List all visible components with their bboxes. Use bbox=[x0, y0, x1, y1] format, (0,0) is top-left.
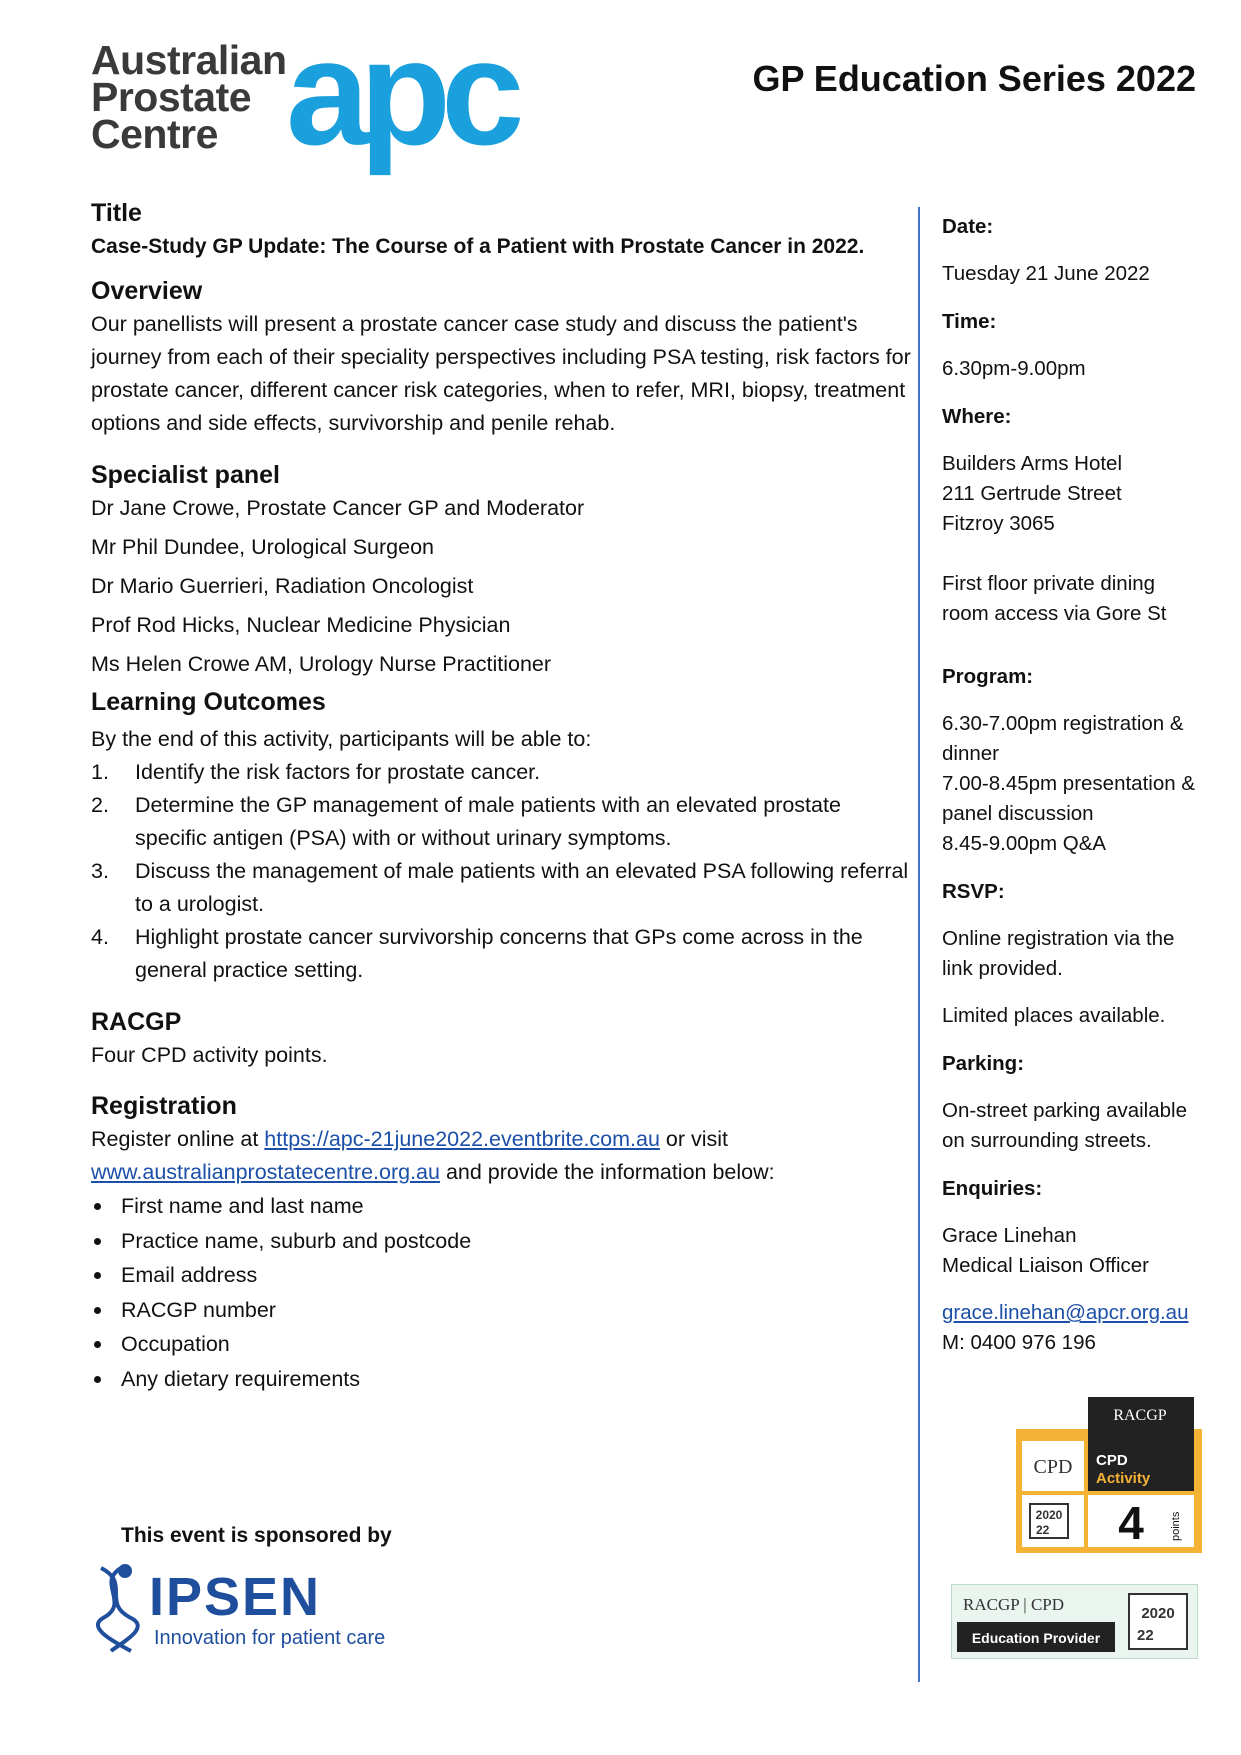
list-item: First name and last name bbox=[91, 1189, 911, 1224]
contact-role: Medical Liaison Officer bbox=[942, 1254, 1149, 1277]
rsvp-note: Limited places available. bbox=[942, 1004, 1166, 1027]
panel-member: Mr Phil Dundee, Urological Surgeon bbox=[91, 535, 434, 559]
sponsor-label: This event is sponsored by bbox=[121, 1524, 392, 1547]
enquiries-label: Enquiries: bbox=[942, 1177, 1043, 1200]
rsvp-line: link provided. bbox=[942, 957, 1063, 980]
list-text: Discuss the management of male patients with an elevated PSA following referral to a urologist. bbox=[135, 859, 909, 916]
panel-member: Ms Helen Crowe AM, Urology Nurse Practitioner bbox=[91, 652, 552, 676]
racgp-heading: RACGP bbox=[91, 1008, 182, 1036]
registration-prefix: Register online at bbox=[91, 1127, 265, 1151]
list-item: Any dietary requirements bbox=[91, 1362, 911, 1397]
column-divider bbox=[918, 207, 920, 1682]
parking-line: on surrounding streets. bbox=[942, 1129, 1152, 1152]
rsvp-label: RSVP: bbox=[942, 880, 1005, 903]
badge-cpd-text: CPD bbox=[1033, 1456, 1073, 1478]
where-address bbox=[942, 449, 1232, 539]
ipsen-name: IPSEN bbox=[149, 1567, 322, 1627]
program-line: dinner bbox=[942, 742, 999, 765]
program-list bbox=[942, 709, 1232, 859]
contact-phone: M: 0400 976 196 bbox=[942, 1331, 1096, 1354]
event-details-sidebar bbox=[942, 212, 1232, 1358]
list-item: Practice name, suburb and postcode bbox=[91, 1224, 911, 1259]
registration-middle: or visit bbox=[659, 1127, 729, 1151]
contact-name: Grace Linehan bbox=[942, 1224, 1077, 1247]
panel-list bbox=[91, 492, 911, 681]
registration-heading: Registration bbox=[91, 1092, 237, 1120]
title-heading: Title bbox=[91, 199, 142, 227]
parking-text bbox=[942, 1096, 1232, 1156]
overview-heading: Overview bbox=[91, 277, 203, 305]
contact-email-link[interactable]: grace.linehan@apcr.org.au bbox=[942, 1301, 1189, 1324]
program-line: 7.00-8.45pm presentation & bbox=[942, 772, 1195, 795]
list-number: 4. bbox=[91, 925, 109, 949]
provider-text: Education Provider bbox=[971, 1630, 1101, 1646]
racgp-cpd-activity-badge bbox=[1016, 1397, 1202, 1553]
logo-line-1: Australian bbox=[91, 37, 287, 83]
registration-list bbox=[91, 1189, 911, 1396]
panel-member: Dr Mario Guerrieri, Radiation Oncologist bbox=[91, 574, 474, 598]
program-line: 8.45-9.00pm Q&A bbox=[942, 832, 1107, 855]
list-number: 2. bbox=[91, 793, 109, 817]
apc-logo-letters: apc bbox=[286, 36, 515, 176]
registration-suffix: and provide the information below: bbox=[439, 1160, 775, 1184]
outcomes-list bbox=[91, 756, 911, 987]
list-item bbox=[91, 789, 911, 855]
time-value: 6.30pm-9.00pm bbox=[942, 357, 1086, 380]
apc-website-link[interactable]: www.australianprostatecentre.org.au bbox=[91, 1160, 440, 1184]
provider-year1: 2020 bbox=[1141, 1605, 1175, 1622]
badge-line1: CPD bbox=[1096, 1452, 1128, 1469]
rsvp-text bbox=[942, 924, 1232, 984]
program-line: 6.30-7.00pm registration & bbox=[942, 712, 1184, 735]
list-number: 3. bbox=[91, 859, 109, 883]
logo-line-3: Centre bbox=[91, 111, 218, 157]
list-text: Determine the GP management of male patients with an elevated prostate specific antigen (PSA) with or without urinary symptoms. bbox=[135, 793, 841, 850]
date-value: Tuesday 21 June 2022 bbox=[942, 262, 1150, 285]
ipsen-logo bbox=[91, 1563, 411, 1653]
address-line: Fitzroy 3065 bbox=[942, 512, 1055, 535]
rsvp-line: Online registration via the bbox=[942, 927, 1175, 950]
overview-text: Our panellists will present a prostate cancer case study and discuss the patient's journey from each of their speciality perspectives including PSA testing, risk factors for prostate cancer, different cancer risk categories, when to refer, MRI, biopsy, treatment options and side effects, survivorship and penile rehab. bbox=[91, 312, 911, 435]
eventbrite-link[interactable]: https://apc-21june2022.eventbrite.com.au bbox=[264, 1127, 660, 1151]
series-title: GP Education Series 2022 bbox=[752, 58, 1196, 99]
logo-line-2: Prostate bbox=[91, 74, 252, 120]
racgp-education-provider-badge bbox=[951, 1584, 1198, 1659]
contact-block bbox=[942, 1221, 1232, 1281]
parking-line: On-street parking available bbox=[942, 1099, 1187, 1122]
time-label: Time: bbox=[942, 310, 997, 333]
address-line: 211 Gertrude Street bbox=[942, 482, 1122, 505]
outcomes-heading: Learning Outcomes bbox=[91, 688, 326, 716]
badge-line2: Activity bbox=[1096, 1470, 1151, 1487]
parking-label: Parking: bbox=[942, 1052, 1025, 1075]
badge-year1: 2020 bbox=[1035, 1508, 1063, 1522]
registration-text bbox=[91, 1123, 911, 1189]
list-item: Email address bbox=[91, 1258, 911, 1293]
provider-year2: 22 bbox=[1137, 1627, 1154, 1644]
badge-year2: 22 bbox=[1036, 1523, 1050, 1537]
program-label: Program: bbox=[942, 665, 1034, 688]
badge-points: 4 bbox=[1118, 1497, 1144, 1549]
where-note bbox=[942, 569, 1232, 629]
list-text: Identify the risk factors for prostate cancer. bbox=[135, 760, 541, 784]
provider-org: RACGP | CPD bbox=[963, 1595, 1065, 1614]
list-item bbox=[91, 855, 911, 921]
outcomes-intro: By the end of this activity, participants will be able to: bbox=[91, 727, 592, 751]
date-label: Date: bbox=[942, 215, 994, 238]
ipsen-helix-icon bbox=[98, 1566, 138, 1651]
note-line: room access via Gore St bbox=[942, 602, 1167, 625]
list-text: Highlight prostate cancer survivorship concerns that GPs come across in the general practice setting. bbox=[135, 925, 863, 982]
main-content bbox=[91, 196, 911, 1396]
list-item bbox=[91, 921, 911, 987]
ipsen-tagline: Innovation for patient care bbox=[154, 1627, 386, 1649]
logo-wordmark bbox=[91, 37, 287, 157]
where-label: Where: bbox=[942, 405, 1012, 428]
apc-logo-mark bbox=[286, 36, 546, 176]
racgp-text: Four CPD activity points. bbox=[91, 1043, 328, 1067]
list-item bbox=[91, 756, 911, 789]
program-line: panel discussion bbox=[942, 802, 1094, 825]
list-item: RACGP number bbox=[91, 1293, 911, 1328]
panel-heading: Specialist panel bbox=[91, 461, 280, 489]
panel-member: Dr Jane Crowe, Prostate Cancer GP and Moderator bbox=[91, 496, 585, 520]
panel-member: Prof Rod Hicks, Nuclear Medicine Physician bbox=[91, 613, 511, 637]
badge-points-label: points bbox=[1170, 1511, 1182, 1541]
address-line: Builders Arms Hotel bbox=[942, 452, 1123, 475]
list-number: 1. bbox=[91, 760, 109, 784]
badge-org: RACGP bbox=[1113, 1407, 1167, 1424]
event-title: Case-Study GP Update: The Course of a Patient with Prostate Cancer in 2022. bbox=[91, 235, 865, 258]
note-line: First floor private dining bbox=[942, 572, 1156, 595]
list-item: Occupation bbox=[91, 1327, 911, 1362]
